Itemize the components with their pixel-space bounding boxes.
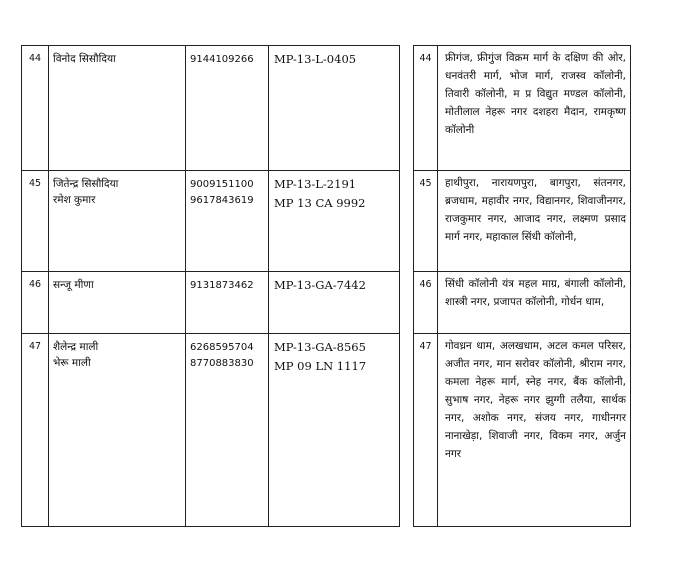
phone-number: 9144109266	[190, 54, 254, 65]
serial-number: 45	[22, 171, 49, 272]
column-gap	[400, 171, 414, 272]
column-gap	[400, 334, 414, 527]
vehicle-cell	[269, 46, 400, 171]
staff-name: भेरू माली	[53, 357, 91, 369]
phone-cell	[186, 46, 269, 171]
vehicle-number: MP 13 CA 9992	[274, 196, 366, 210]
staff-name-cell	[49, 171, 186, 272]
area-list: गोवध्रन धाम, अलखधाम, अटल कमल परिसर, अजीत नगर, मान सरोवर कॉलोनी, श्रीराम नगर, कमला नेहरू मार्ग, स्नेह नगर, बैंक कॉलोनी, सुभाष नगर, नेहरू नगर झुग्गी तलैया, सार्थक नगर, अशोक नगर, संजय नगर, गाधीनगर नानाखेड़ा, शिवाजी नगर, विकम नगर, अर्जुन नगर	[438, 334, 631, 527]
staff-name: विनोद सिसौदिया	[53, 53, 116, 65]
phone-number: 9009151100	[190, 179, 254, 190]
column-gap	[400, 272, 414, 334]
area-serial-number: 46	[414, 272, 438, 334]
vehicle-number: MP-13-GA-7442	[274, 278, 366, 292]
table-row	[22, 334, 631, 527]
serial-number: 44	[22, 46, 49, 171]
vehicle-number: MP-13-L-2191	[274, 177, 357, 191]
allocation-table	[21, 45, 630, 526]
area-list: फ्रीगंज, फ्रीगुंज विक्रम मार्ग के दक्षिण की ओर, धनवंतरी मार्ग, भोज मार्ग, राजस्व कॉलोनी, तिवारी कॉलोनी, म प्र विद्युत मण्डल कॉलोनी, मोतीलाल नेहरू नगर दशहरा मैदान, रामकृष्ण कॉलोनी	[438, 46, 631, 171]
allocation-table-grid	[21, 45, 631, 527]
table-row	[22, 272, 631, 334]
serial-number: 46	[22, 272, 49, 334]
staff-name-cell	[49, 272, 186, 334]
column-gap	[400, 46, 414, 171]
staff-name: सन्जू मीणा	[53, 279, 94, 291]
table-row	[22, 171, 631, 272]
phone-cell	[186, 334, 269, 527]
vehicle-cell	[269, 171, 400, 272]
area-serial-number: 45	[414, 171, 438, 272]
area-list: सिंधी कॉलोनी यंत्र महल माग्र, बंगाली कॉलोनी, शास्त्री नगर, प्रजापत कॉलोनी, गोर्धन धाम,	[438, 272, 631, 334]
vehicle-cell	[269, 272, 400, 334]
vehicle-number: MP 09 LN 1117	[274, 359, 367, 373]
phone-cell	[186, 171, 269, 272]
vehicle-number: MP-13-L-0405	[274, 52, 357, 66]
vehicle-number: MP-13-GA-8565	[274, 340, 366, 354]
staff-name: शैलेन्द्र माली	[53, 341, 99, 353]
area-list: हाथीपुरा, नारायणपुरा, बागपुरा, संतनगर, ब्रजधाम, महावीर नगर, विद्यानगर, शिवाजीनगर, राजकुमार नगर, आजाद नगर, लक्ष्मण प्रसाद मार्ग नगर, महाकाल सिंधी कॉलोनी,	[438, 171, 631, 272]
phone-number: 9617843619	[190, 195, 254, 206]
area-serial-number: 44	[414, 46, 438, 171]
phone-cell	[186, 272, 269, 334]
phone-number: 9131873462	[190, 280, 254, 291]
table-row	[22, 46, 631, 171]
staff-name: रमेश कुमार	[53, 194, 96, 206]
phone-number: 6268595704	[190, 342, 254, 353]
phone-number: 8770883830	[190, 358, 254, 369]
vehicle-cell	[269, 334, 400, 527]
staff-name-cell	[49, 334, 186, 527]
staff-name-cell	[49, 46, 186, 171]
area-serial-number: 47	[414, 334, 438, 527]
staff-name: जितेन्द्र सिसौदिया	[53, 178, 119, 190]
serial-number: 47	[22, 334, 49, 527]
